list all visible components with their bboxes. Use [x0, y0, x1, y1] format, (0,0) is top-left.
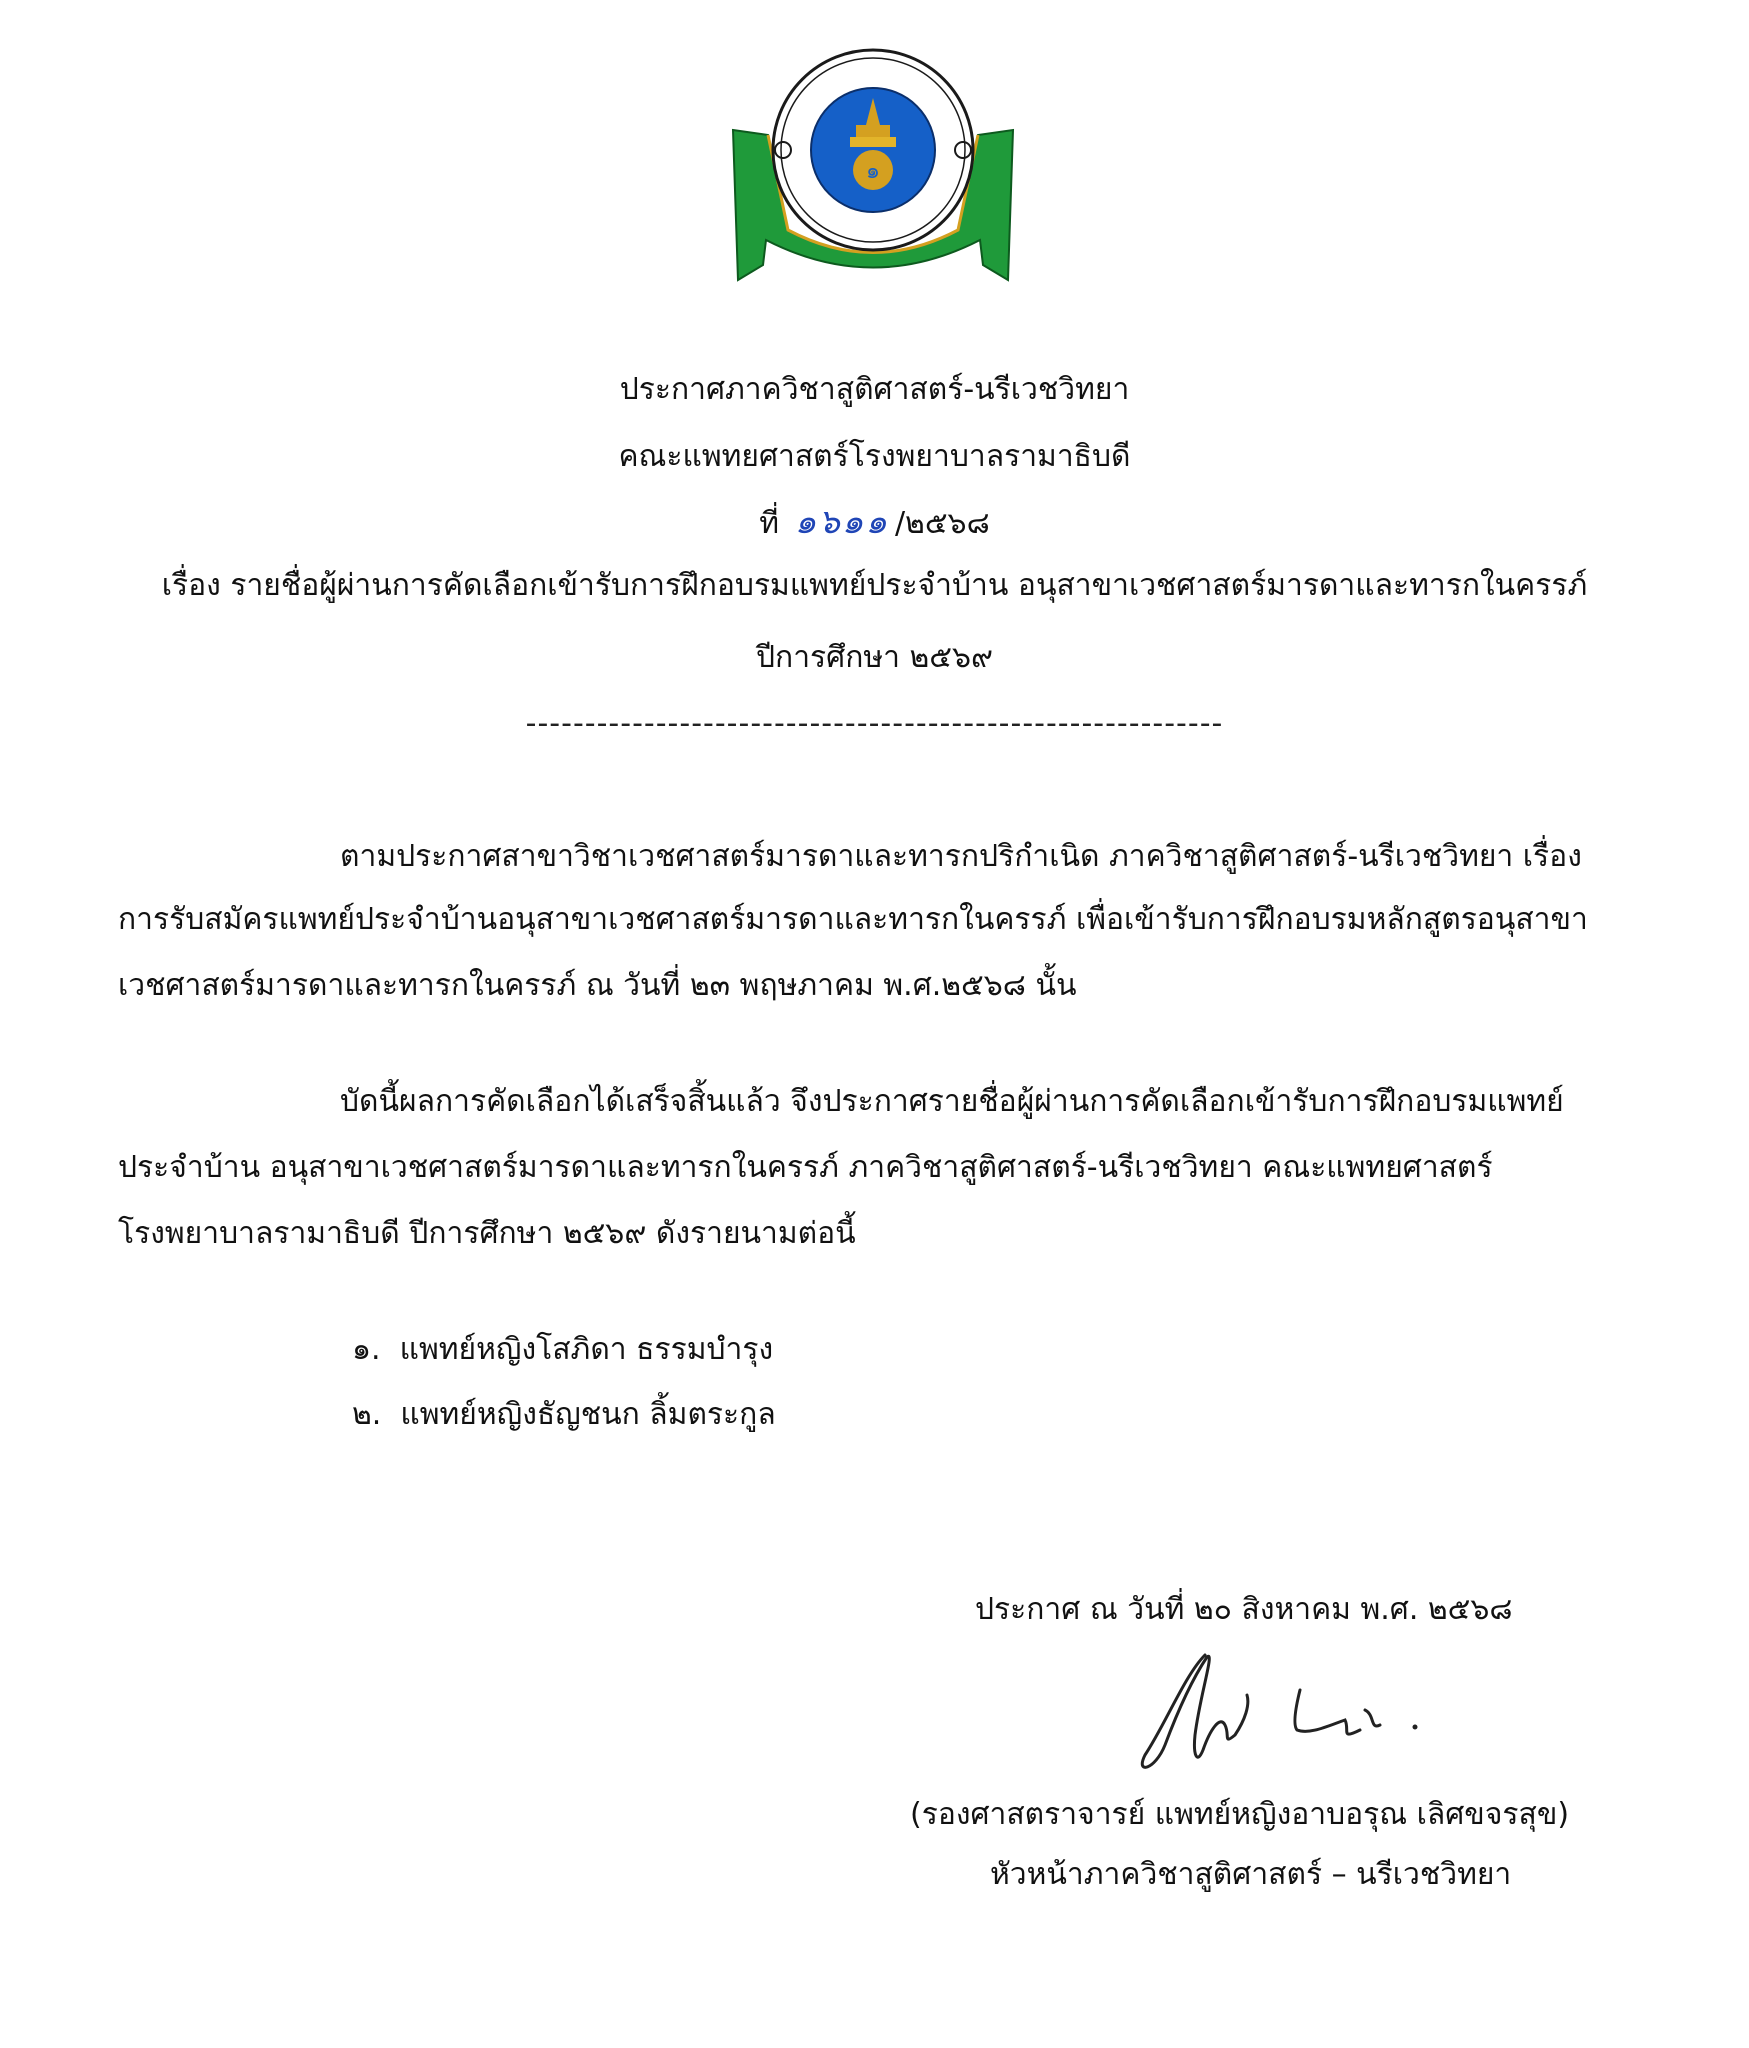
paragraph-2-line-2: ประจำบ้าน อนุสาขาเวชศาสตร์มารดาและทารกในครรภ์ ภาควิชาสูติศาสตร์-นรีเวชวิทยา คณะแพทยศาสตร์ — [118, 1150, 1493, 1185]
paragraph-2-line-1: บัดนี้ผลการคัดเลือกได้เสร็จสิ้นแล้ว จึงประกาศรายชื่อผู้ผ่านการคัดเลือกเข้ารับการฝึกอบรมแพทย์ — [340, 1084, 1564, 1119]
paragraph-1-line-1: ตามประกาศสาขาวิชาเวชศาสตร์มารดาและทารกปริกำเนิด ภาควิชาสูติศาสตร์-นรีเวชวิทยา เรื่อง — [340, 839, 1582, 874]
paragraph-2-line-3: โรงพยาบาลรามาธิบดี ปีการศึกษา ๒๕๖๙ ดังรายนามต่อนี้ — [118, 1216, 856, 1251]
heading-line-1: ประกาศภาควิชาสูติศาสตร์-นรีเวชวิทยา — [619, 372, 1130, 407]
paragraph-1-line-3: เวชศาสตร์มารดาและทารกในครรภ์ ณ วันที่ ๒๓ พฤษภาคม พ.ศ.๒๕๖๘ นั้น — [118, 968, 1077, 1003]
list-item-name: แพทย์หญิงโสภิดา ธรรมบำรุง — [399, 1332, 774, 1367]
paragraph-1-line-2: การรับสมัครแพทย์ประจำบ้านอนุสาขาเวชศาสตร์มารดาและทารกในครรภ์ เพื่อเข้ารับการฝึกอบรมหลักสูตรอนุสาขา — [118, 902, 1588, 937]
handwritten-signature — [1125, 1635, 1465, 1795]
document-number — [0, 502, 1749, 544]
subject-line-2: ปีการศึกษา ๒๕๖๙ — [755, 640, 994, 675]
list-item-number: ๑. — [352, 1332, 381, 1367]
list-item — [352, 1395, 776, 1435]
number-prefix: ที่ — [759, 506, 780, 541]
signer-name: (รองศาสตราจารย์ แพทย์หญิงอาบอรุณ เลิศขจรสุข) — [910, 1797, 1570, 1832]
number-suffix: /๒๕๖๘ — [894, 506, 990, 541]
heading-line-2: คณะแพทยศาสตร์โรงพยาบาลรามาธิบดี — [618, 439, 1131, 474]
list-item — [352, 1330, 773, 1370]
handwritten-number: ๑๖๑๑ — [794, 502, 889, 542]
list-item-name: แพทย์หญิงธัญชนก ลิ้มตระกูล — [400, 1397, 776, 1432]
faculty-logo — [728, 40, 1018, 290]
announcement-date: ประกาศ ณ วันที่ ๒๐ สิงหาคม พ.ศ. ๒๕๖๘ — [975, 1592, 1513, 1627]
signer-position: หัวหน้าภาควิชาสูติศาสตร์ – นรีเวชวิทยา — [990, 1857, 1512, 1892]
subject-line-1: เรื่อง รายชื่อผู้ผ่านการคัดเลือกเข้ารับการฝึกอบรมแพทย์ประจำบ้าน อนุสาขาเวชศาสตร์มารดาและทารกในครรภ์ — [161, 568, 1588, 603]
list-item-number: ๒. — [352, 1397, 382, 1432]
divider-line: ----------------------------------------------------------- — [525, 706, 1224, 741]
svg-text:๑: ๑ — [866, 159, 880, 184]
